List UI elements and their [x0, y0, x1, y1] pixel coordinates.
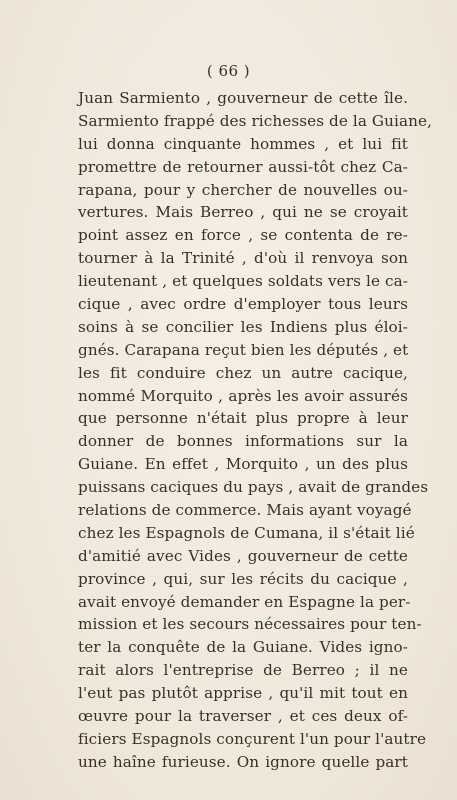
text-line: cique , avec ordre d'employer tous leurs: [78, 295, 408, 314]
page-number: ( 66 ): [206, 62, 251, 80]
text-line: l'eut pas plutôt apprise , qu'il mit tout en: [78, 684, 408, 703]
body-text: [78, 87, 433, 774]
text-line: relations de commerce. Mais ayant voyagé: [78, 501, 412, 520]
text-line: province , qui, sur les récits du cacique ,: [78, 569, 408, 588]
text-line: Guiane. En effet , Morquito , un des plus: [78, 455, 408, 474]
text-line: nommé Morquito , après les avoir assurés: [78, 386, 408, 405]
text-line: les fit conduire chez un autre cacique,: [78, 363, 408, 382]
text-line: puissans caciques du pays , avait de grandes: [78, 478, 429, 497]
text-line: œuvre pour la traverser , et ces deux of-: [78, 707, 408, 726]
text-line: donner de bonnes informations sur la: [78, 432, 408, 451]
text-line: promettre de retourner aussi-tôt chez Ca-: [78, 157, 408, 176]
text-line: point assez en force , se contenta de re-: [78, 226, 408, 245]
text-line: rait alors l'entreprise de Berreo ; il ne: [78, 661, 408, 680]
text-line: d'amitié avec Vides , gouverneur de cette: [78, 546, 408, 565]
text-line: Juan Sarmiento , gouverneur de cette île.: [78, 89, 408, 107]
text-line: rapana, pour y chercher de nouvelles ou-: [78, 180, 408, 199]
text-line: soins à se concilier les Indiens plus éloi-: [78, 317, 408, 336]
text-line: Sarmiento frappé des richesses de la Guiane,: [78, 111, 433, 130]
text-line: que personne n'était plus propre à leur: [78, 409, 408, 428]
text-line: chez les Espagnols de Cumana, il s'était lié: [78, 523, 415, 542]
text-line: vertures. Mais Berreo , qui ne se croyait: [78, 203, 408, 222]
text-line: mission et les secours nécessaires pour ten-: [78, 615, 422, 634]
text-line: ter la conquête de la Guiane. Vides igno-: [78, 638, 408, 657]
text-line: tourner à la Trinité , d'où il renvoya son: [78, 249, 408, 268]
text-line: lieutenant , et quelques soldats vers le ca-: [78, 272, 408, 291]
text-line: une haîne furieuse. On ignore quelle part: [78, 752, 408, 771]
text-line: ficiers Espagnols conçurent l'un pour l'autre: [78, 729, 427, 748]
text-line: avait envoyé demander en Espagne la per-: [78, 592, 411, 611]
text-line: gnés. Carapana reçut bien les députés , et: [78, 340, 409, 359]
text-line: lui donna cinquante hommes , et lui fit: [78, 134, 408, 153]
